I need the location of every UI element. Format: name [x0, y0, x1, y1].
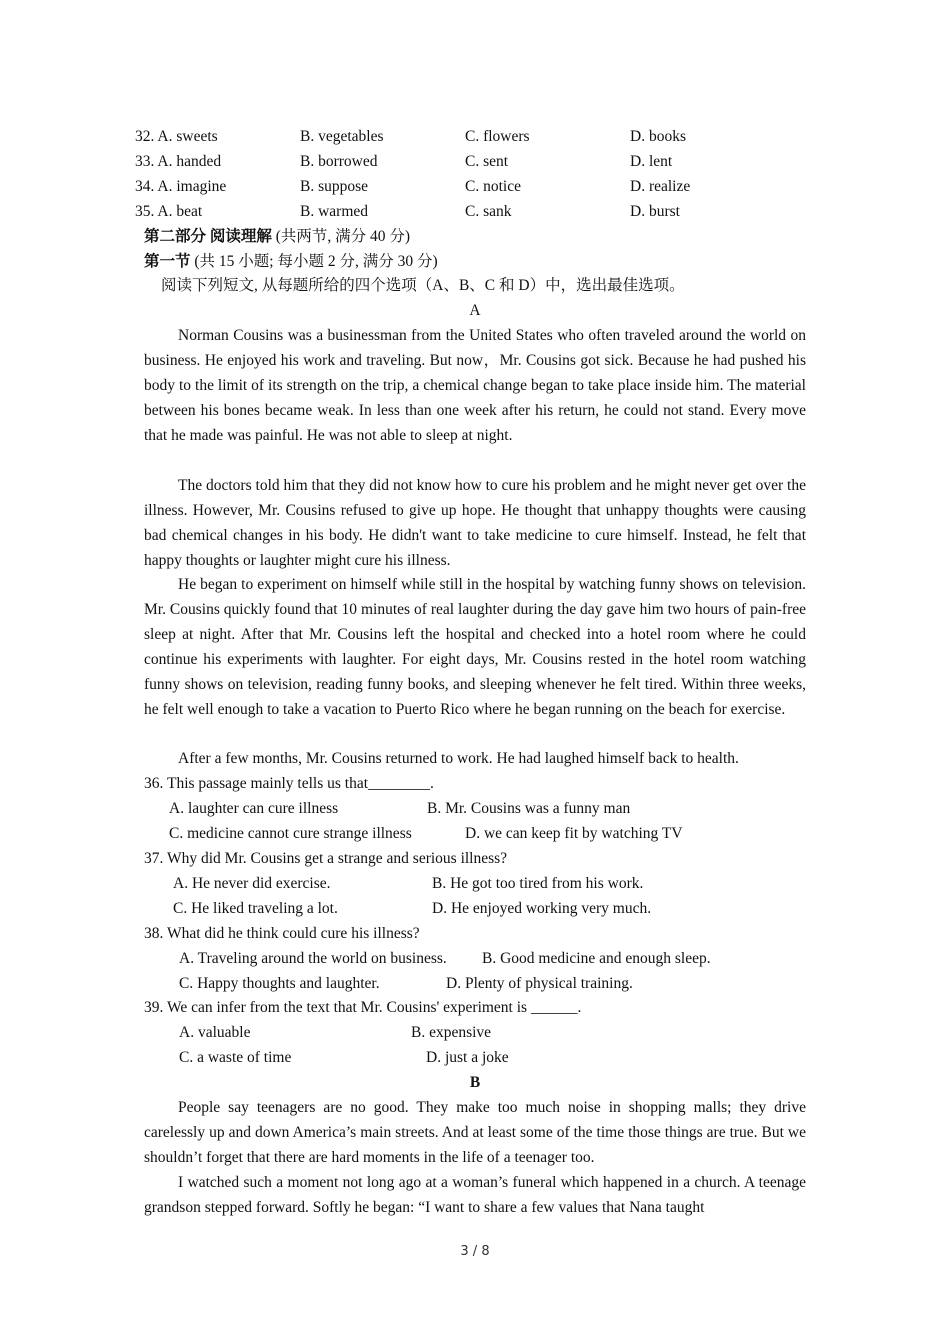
option-c: C. sent [465, 153, 509, 170]
question-36-option: D. we can keep fit by watching TV [465, 825, 683, 842]
option-d: D. books [630, 128, 686, 145]
question-36-option: C. medicine cannot cure strange illness [169, 825, 412, 842]
instruction: 阅读下列短文, 从每题所给的四个选项（A、B、C 和 D）中，选出最佳选项。 [161, 277, 685, 294]
page-number: 3 / 8 [460, 1244, 490, 1259]
passage-a-paragraph: After a few months, Mr. Cousins returned to work. He had laughed himself back to health. [178, 750, 739, 767]
option-a: 32. A. sweets [135, 128, 218, 145]
option-c: C. flowers [465, 128, 530, 145]
option-d: D. realize [630, 178, 691, 195]
question-39-option: D. just a joke [426, 1049, 509, 1066]
question-39-option: C. a waste of time [179, 1049, 292, 1066]
passage-b-heading: B [469, 1074, 481, 1091]
question-36-option: B. Mr. Cousins was a funny man [427, 800, 631, 817]
question-38-option: A. Traveling around the world on business. [179, 950, 447, 967]
section-heading-title: 第一节 [144, 253, 191, 270]
question-36-option: A. laughter can cure illness [169, 800, 339, 817]
section-heading-score: (共 15 小题; 每小题 2 分, 满分 30 分) [190, 253, 438, 270]
question-37-stem: 37. Why did Mr. Cousins get a strange and serious illness? [144, 850, 508, 867]
option-b: B. vegetables [300, 128, 384, 145]
option-c: C. sank [465, 203, 512, 220]
option-a: 34. A. imagine [135, 178, 227, 195]
option-b: B. suppose [300, 178, 369, 195]
option-a: 35. A. beat [135, 203, 203, 220]
question-38-stem: 38. What did he think could cure his illness? [144, 925, 420, 942]
part-heading-title: 第二部分 阅读理解 [144, 228, 272, 245]
passage-b-paragraph: People say teenagers are no good. They make too much noise in shopping malls; they drive carelessly up and down America’s main streets. And at least some of the time those things are true. But we shouldn’t forget that there are hard moments in the life of a teenager too. [144, 1099, 806, 1166]
passage-a-paragraph: He began to experiment on himself while still in the hospital by watching funny shows on television. Mr. Cousins quickly found that 10 minutes of real laughter during the day gave him two hours of pain-free sleep at night. After that Mr. Cousins left the hospital and checked into a hotel room where he could continue his experiments with laughter. For eight days, Mr. Cousins rested in the hotel room watching funny shows on television, reading funny books, and sleeping whenever he felt tired. Within three weeks, he felt well enough to take a vacation to Puerto Rico where he began running on the beach for exercise. [144, 576, 806, 718]
part-heading-score: (共两节, 满分 40 分) [271, 228, 411, 245]
section-heading [144, 249, 438, 274]
passage-a-heading: A [469, 302, 481, 319]
option-a: 33. A. handed [135, 153, 222, 170]
question-36-stem: 36. This passage mainly tells us that________. [144, 775, 434, 792]
passage-b-paragraph: I watched such a moment not long ago at a woman’s funeral which happened in a church. A teenage grandson stepped forward. Softly he began: “I want to share a few values that Nana taught [144, 1174, 806, 1216]
option-d: D. burst [630, 203, 680, 220]
question-37-option: A. He never did exercise. [173, 875, 331, 892]
question-38-option: B. Good medicine and enough sleep. [482, 950, 711, 967]
part-heading [144, 224, 410, 249]
passage-a-paragraph: The doctors told him that they did not know how to cure his problem and he might never get over the illness. However, Mr. Cousins refused to give up hope. He thought that unhappy thoughts were causing bad chemical changes in his body. He didn't want to take medicine to cure himself. Instead, he felt that happy thoughts or laughter might cure his illness. [144, 477, 806, 569]
question-38-option: C. Happy thoughts and laughter. [179, 975, 380, 992]
question-38-option: D. Plenty of physical training. [446, 975, 633, 992]
option-b: B. warmed [300, 203, 369, 220]
option-b: B. borrowed [300, 153, 378, 170]
question-39-option: B. expensive [411, 1024, 492, 1041]
question-39-option: A. valuable [179, 1024, 251, 1041]
question-37-option: C. He liked traveling a lot. [173, 900, 338, 917]
option-d: D. lent [630, 153, 673, 170]
question-39-stem: 39. We can infer from the text that Mr. Cousins' experiment is ______. [144, 999, 582, 1016]
option-c: C. notice [465, 178, 521, 195]
passage-a-paragraph: Norman Cousins was a businessman from the United States who often traveled around the world on business. He enjoyed his work and traveling. But now，Mr. Cousins got sick. Because he had pushed his body to the limit of its strength on the trip, a chemical change began to take place inside him. The material between his bones became weak. In less than one week after his return, he could not stand. Every move that he made was painful. He was not able to sleep at night. [144, 327, 806, 444]
question-37-option: D. He enjoyed working very much. [432, 900, 652, 917]
question-37-option: B. He got too tired from his work. [432, 875, 644, 892]
